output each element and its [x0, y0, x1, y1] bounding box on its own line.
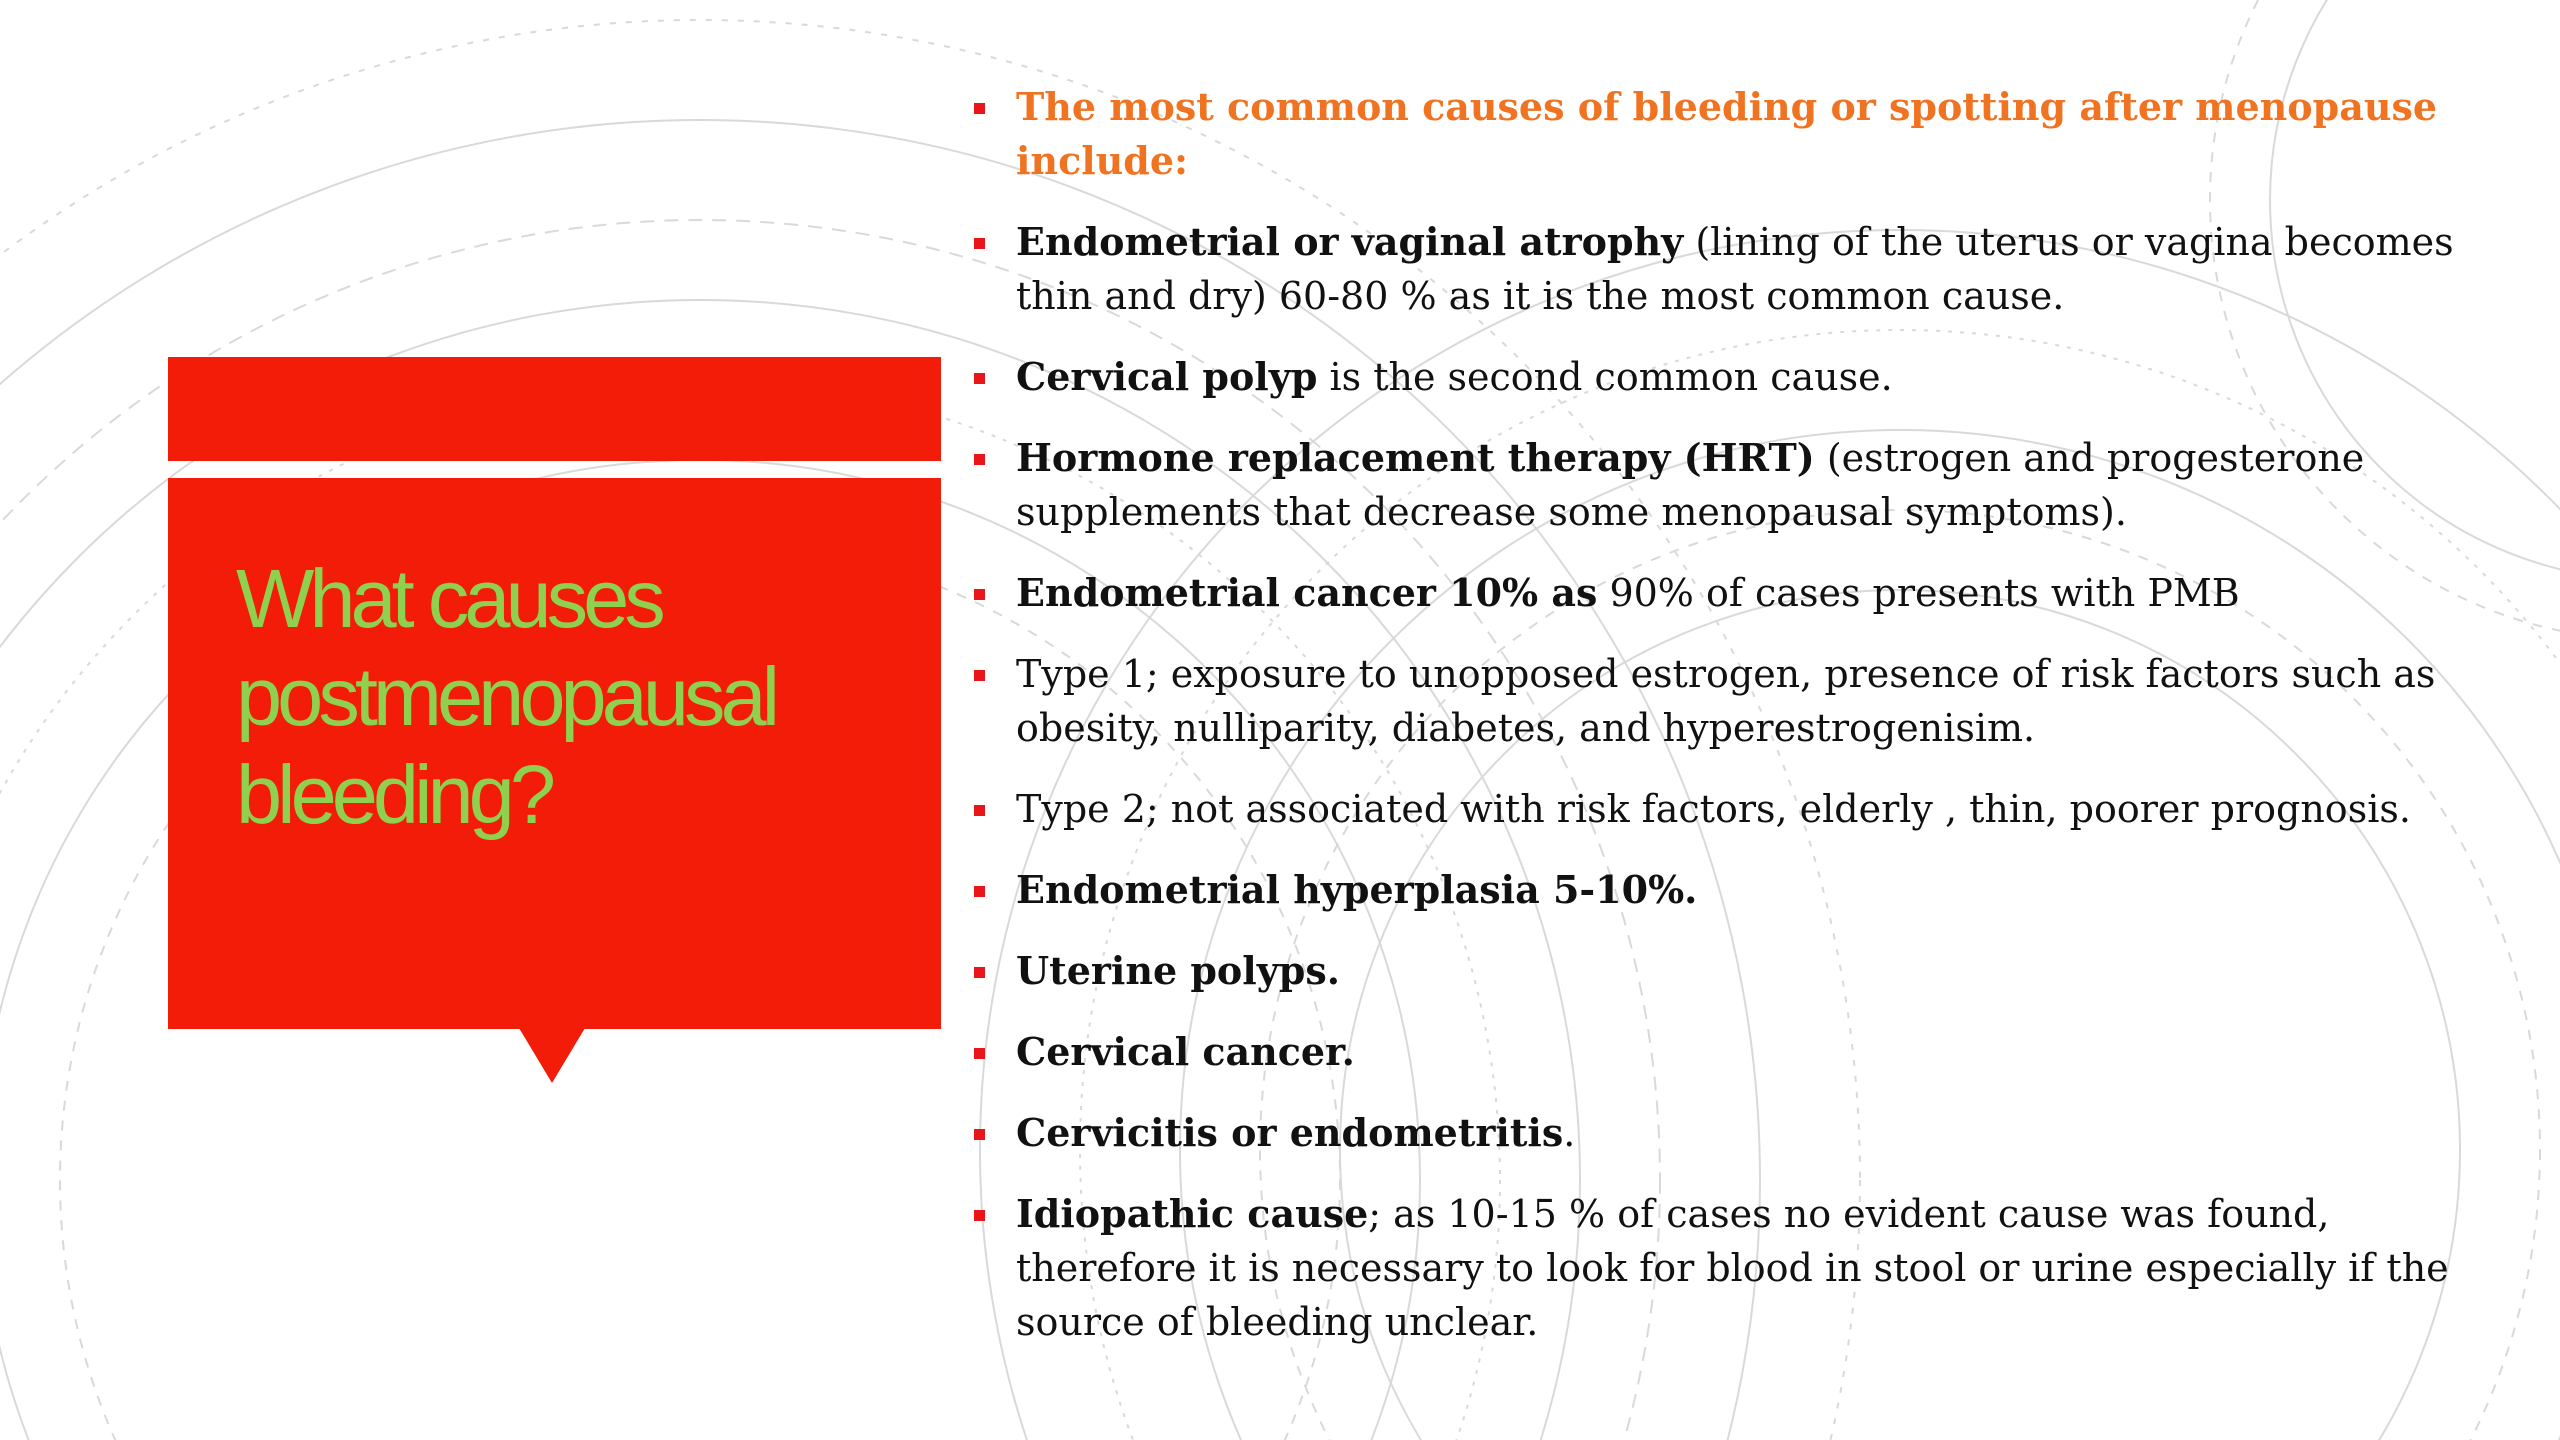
slide-title: What causes postmenopausal bleeding? — [236, 552, 776, 841]
bullet-item — [968, 944, 2498, 998]
bullet-bold: Endometrial or vaginal atrophy — [1016, 219, 1684, 264]
bullet-item — [968, 782, 2498, 836]
bullet-text: (estrogen and progesterone supplements that decrease some menopausal symptoms). — [1016, 436, 2365, 534]
bullet-bold: Idiopathic cause — [1016, 1191, 1369, 1236]
bullet-item — [968, 80, 2498, 188]
bullet-item — [968, 431, 2498, 539]
bullet-bold: Cervicitis or endometritis — [1016, 1110, 1564, 1155]
bullet-text: Type 1; exposure to unopposed estrogen, presence of risk factors such as obesity, nulliparity, diabetes, and hyperestrogenisim. — [1016, 652, 2436, 750]
bullet-text: (lining of the uterus or vagina becomes thin and dry) 60-80 % as it is the most common cause. — [1016, 220, 2454, 318]
bullet-text: 90% of cases presents with PMB — [1597, 571, 2240, 615]
bullet-bold: Uterine polyps. — [1016, 948, 1340, 993]
bullet-item — [968, 647, 2498, 755]
bullet-item — [968, 1106, 2498, 1160]
bullet-item — [968, 350, 2498, 404]
bullet-item — [968, 566, 2498, 620]
bullet-bold: Hormone replacement therapy (HRT) — [1016, 435, 1815, 480]
bullet-text: ; as 10-15 % of cases no evident cause was found, therefore it is necessary to look for blood in stool or urine especially if the source of bleeding unclear. — [1016, 1192, 2449, 1344]
bullet-list — [968, 80, 2498, 1376]
bullet-bold: Cervical cancer. — [1016, 1029, 1355, 1074]
bullet-text: . — [1563, 1111, 1576, 1155]
bullet-bold: The most common causes of bleeding or spotting after menopause include: — [1016, 84, 2438, 183]
bullet-text: Type 2; not associated with risk factors, elderly , thin, poorer prognosis. — [1016, 787, 2411, 831]
title-accent-bar — [168, 357, 941, 461]
bullet-item — [968, 215, 2498, 323]
callout-pointer — [519, 1028, 585, 1083]
bullet-bold: Cervical polyp — [1016, 354, 1318, 399]
bullet-item — [968, 863, 2498, 917]
bullet-item — [968, 1025, 2498, 1079]
bullet-text: is the second common cause. — [1317, 355, 1893, 399]
bullet-bold: Endometrial hyperplasia 5-10%. — [1016, 867, 1698, 912]
bullet-bold: Endometrial cancer 10% as — [1016, 570, 1598, 615]
bullet-item — [968, 1187, 2498, 1349]
